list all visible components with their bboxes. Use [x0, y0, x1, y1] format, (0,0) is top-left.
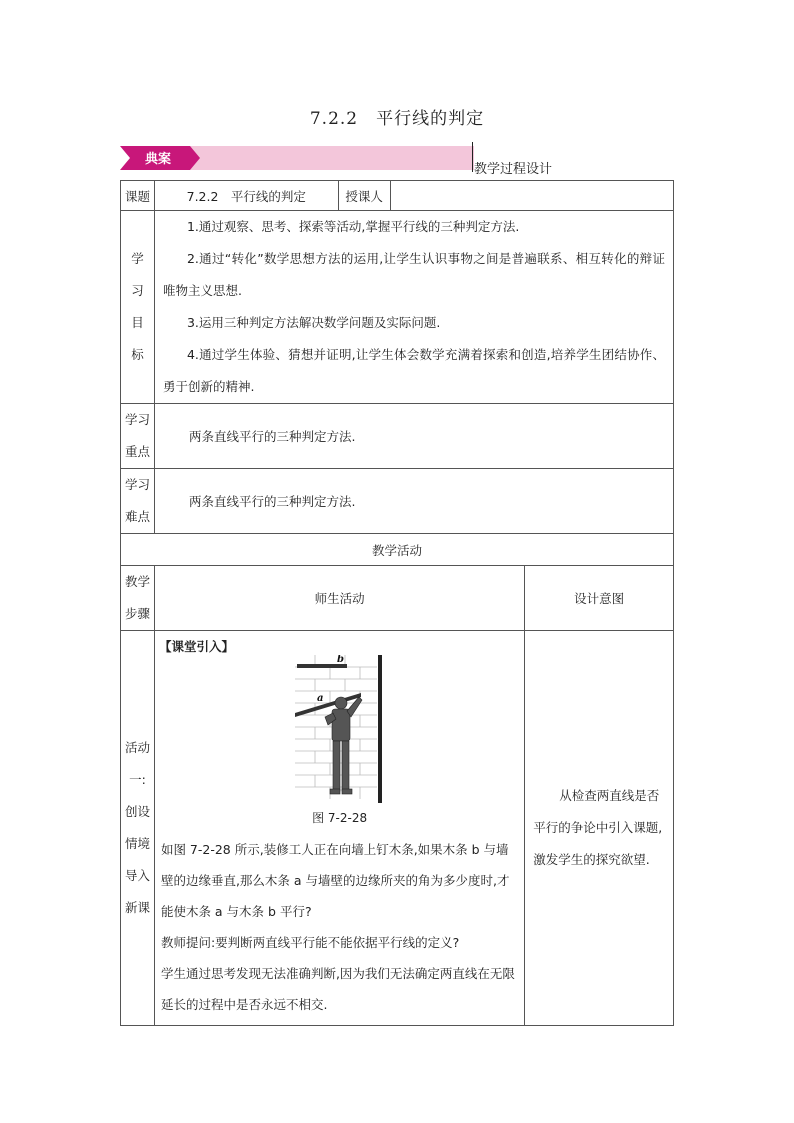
- section-banner: [120, 142, 474, 174]
- difficulties-label-line: 难点: [124, 509, 150, 524]
- objective-item: 2.通过“转化”数学思想方法的运用,让学生认识事物之间是普遍联系、相互转化的辩证唯物主义思想.: [162, 251, 665, 298]
- teacher-question: 教师提问:要判断两直线平行能不能依据平行线的定义?: [160, 935, 460, 950]
- key-points-row: [121, 404, 674, 469]
- activities-header: 教学活动: [121, 534, 674, 566]
- step-label: [121, 566, 155, 631]
- objectives-label-char: 习: [131, 283, 144, 298]
- objectives-content: [154, 211, 673, 404]
- label-b: b: [336, 655, 344, 665]
- figure-caption: 图 7-2-28: [312, 811, 368, 825]
- key-points-label-line: 重点: [124, 444, 150, 459]
- activity1-label-line: 创设: [124, 804, 150, 819]
- activity1-label-line: 新课: [124, 900, 150, 915]
- difficulties-text: 两条直线平行的三种判定方法.: [154, 469, 673, 534]
- objective-item: 1.通过观察、思考、探索等活动,掌握平行线的三种判定方法.: [186, 219, 520, 234]
- wall-worker-figure: [295, 655, 385, 803]
- columns-row: [121, 566, 674, 631]
- objective-item: 3.运用三种判定方法解决数学问题及实际问题.: [186, 315, 441, 330]
- activity1-label: [121, 631, 155, 1026]
- objectives-row: [121, 211, 674, 404]
- key-points-label-line: 学习: [124, 412, 150, 427]
- activity1-intent: [525, 631, 674, 1026]
- activities-header-row: [121, 534, 674, 566]
- banner-pink-band: [180, 146, 474, 170]
- objectives-label: [121, 211, 155, 404]
- header-divider: [472, 142, 473, 172]
- student-answer: 学生通过思考发现无法准确判断,因为我们无法确定两直线在无限延长的过程中是否永远不相交.: [160, 966, 515, 1012]
- activity1-label-line: 一:: [129, 772, 146, 787]
- key-points-text: 两条直线平行的三种判定方法.: [154, 404, 673, 469]
- step-label-line: 教学: [124, 574, 150, 589]
- label-a: a: [316, 693, 324, 704]
- objectives-label-char: 学: [131, 251, 144, 266]
- difficulties-label: [121, 469, 155, 534]
- lesson-plan-table: [120, 180, 674, 1026]
- activity1-row: [121, 631, 674, 1026]
- activity1-label-line: 导入: [124, 868, 150, 883]
- banner-label: 典案: [144, 152, 172, 167]
- key-points-label: [121, 404, 155, 469]
- activity1-content: [154, 631, 524, 1026]
- objectives-label-char: 标: [131, 347, 144, 362]
- step-label-line: 步骤: [124, 606, 150, 621]
- topic-value: 7.2.2 平行线的判定: [154, 181, 338, 211]
- activity1-label-line: 活动: [124, 740, 150, 755]
- wall-edge: [378, 655, 382, 803]
- difficulties-row: [121, 469, 674, 534]
- objectives-label-char: 目: [131, 315, 144, 330]
- objective-item: 4.通过学生体验、猜想并证明,让学生体会数学充满着探索和创造,培养学生团结协作、勇于创新的精神.: [162, 347, 665, 394]
- activity1-intent-text: 从检查两直线是否平行的争论中引入课题,激发学生的探究欲望.: [533, 788, 663, 867]
- doc-type-label: 教学过程设计: [474, 162, 553, 177]
- topic-label: 课题: [121, 181, 155, 211]
- intro-paragraph: 如图 7-2-28 所示,装修工人正在向墙上钉木条,如果木条 b 与墙壁的边缘垂直,那么木条 a 与墙壁的边缘所夹的角为多少度时,才能使木条 a 与木条 b 平行?: [160, 842, 510, 919]
- topic-row: [121, 181, 674, 211]
- teacher-value: [390, 181, 673, 211]
- activity1-label-line: 情境: [124, 836, 150, 851]
- difficulties-label-line: 学习: [124, 477, 150, 492]
- page-title: 7.2.2 平行线的判定: [309, 109, 485, 129]
- design-intent-header: 设计意图: [525, 566, 674, 631]
- section-title: 【课堂引入】: [158, 639, 234, 654]
- teacher-label: 授课人: [338, 181, 390, 211]
- teacher-student-header: 师生活动: [154, 566, 524, 631]
